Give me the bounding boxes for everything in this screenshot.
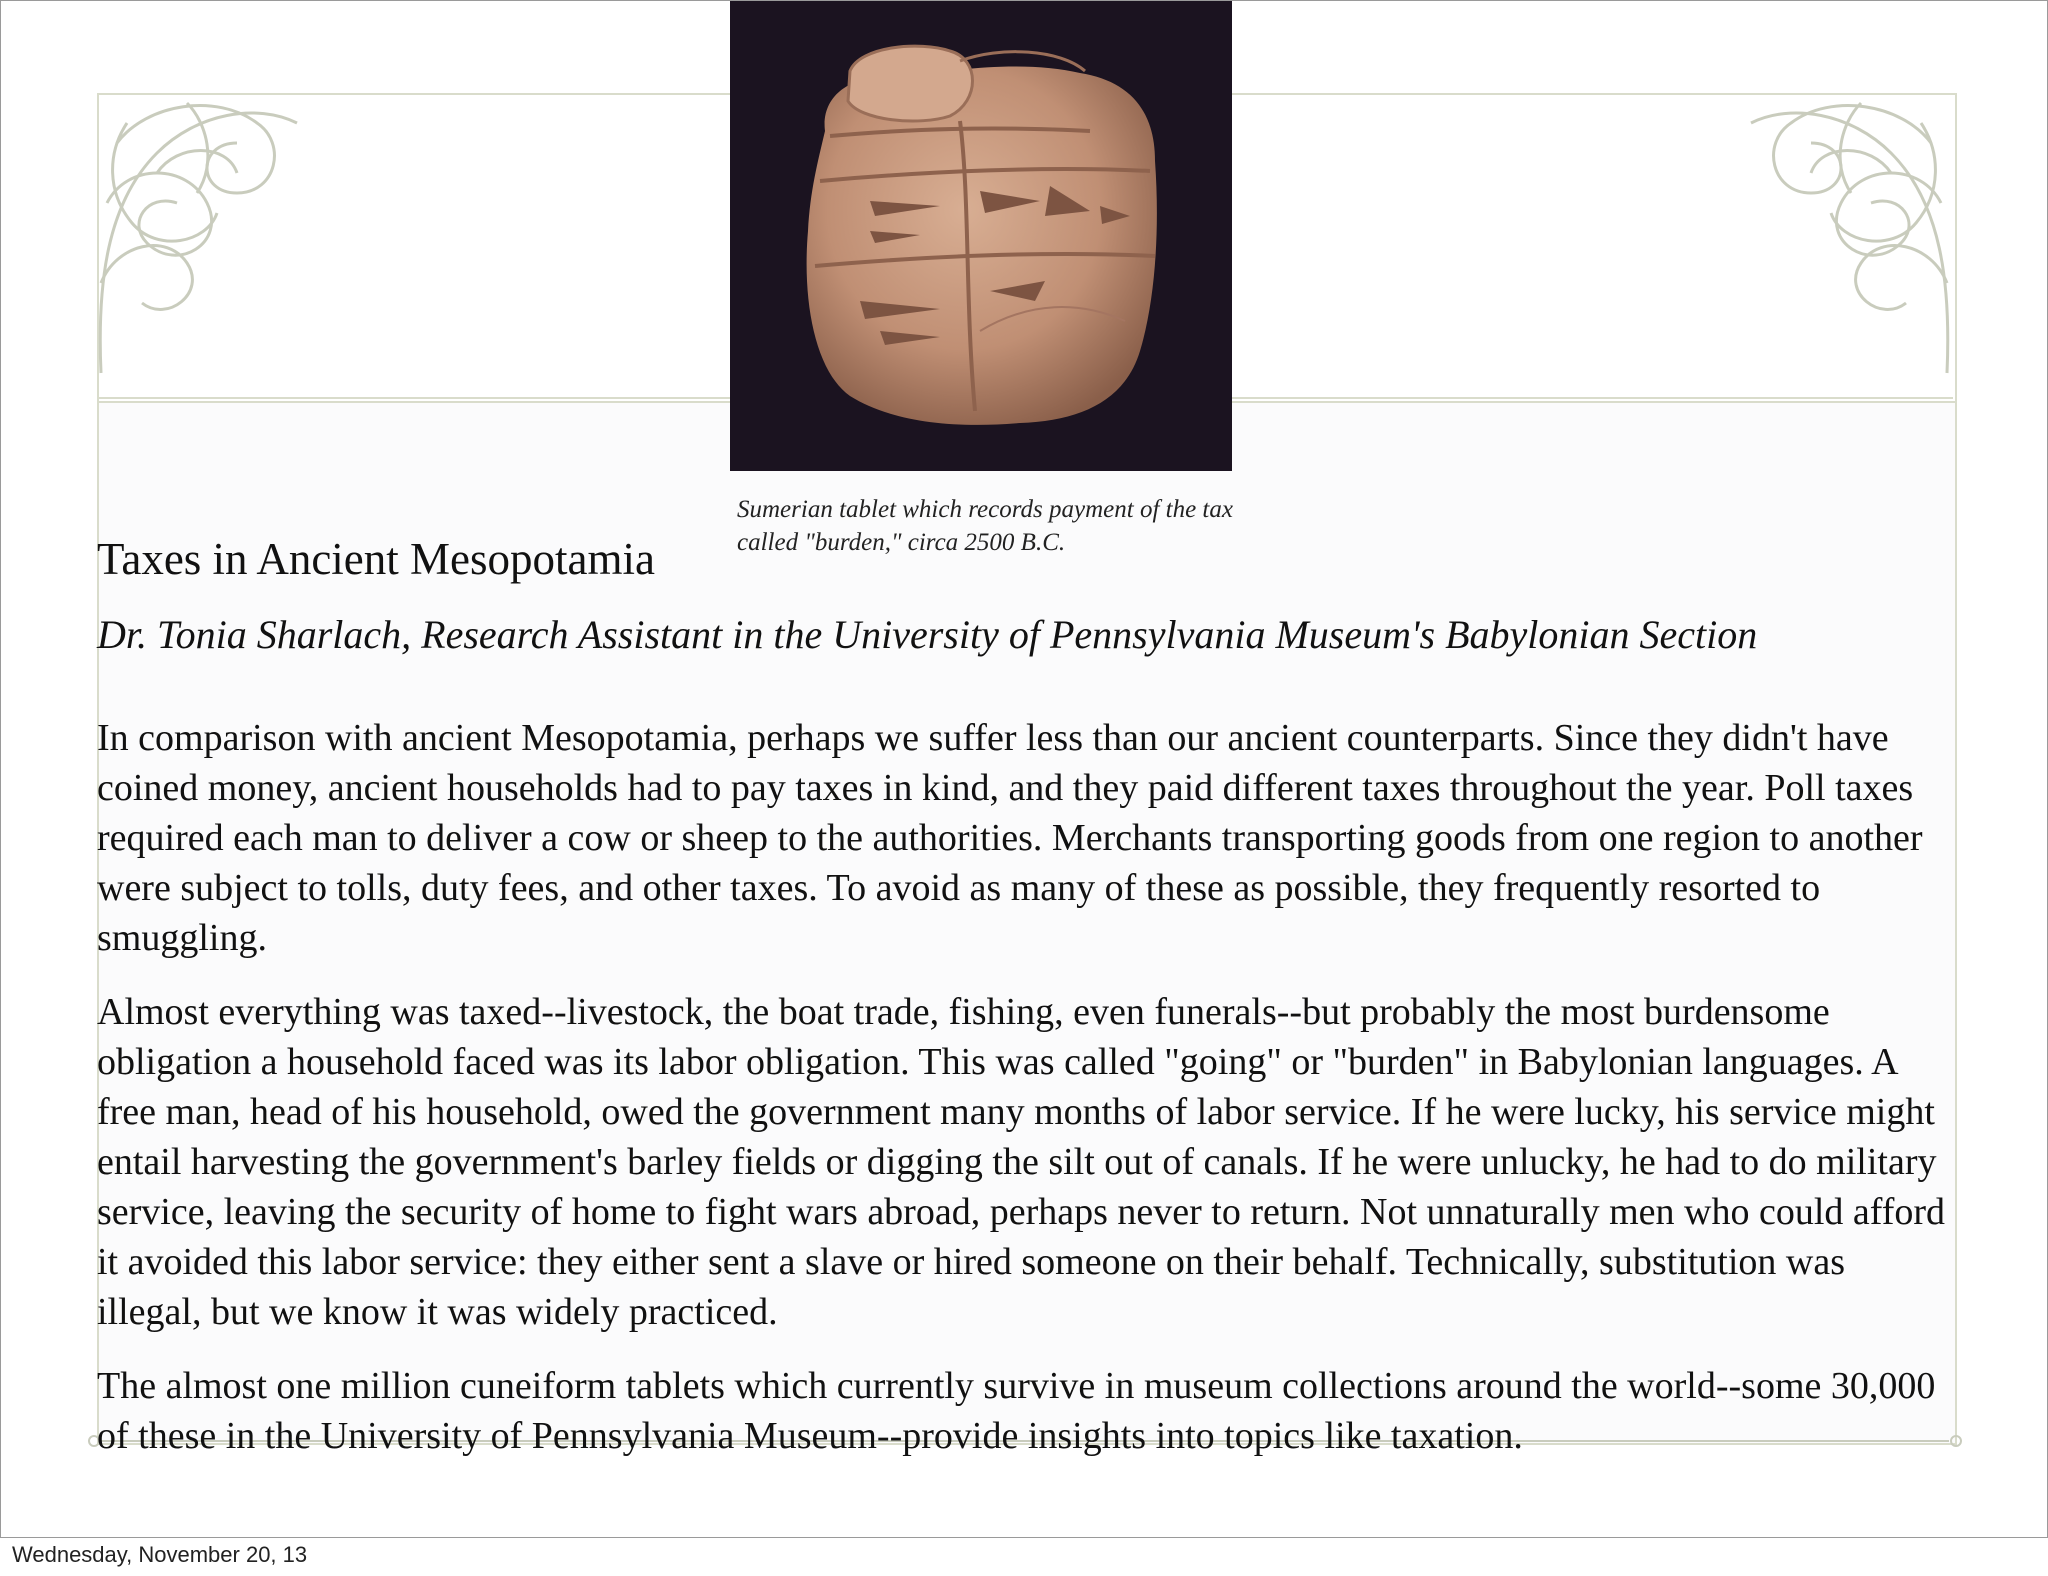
paragraph: The almost one million cuneiform tablets which currently survive in museum collections around the world--some 30,000 of these in the University of Pennsylvania Museum--provide insights into topics like taxation. <box>97 1365 1936 1457</box>
footer-date: Wednesday, November 20, 13 <box>12 1542 308 1567</box>
paragraph: In comparison with ancient Mesopotamia, perhaps we suffer less than our ancient counterparts. Since they didn't have coined money, ancient households had to pay taxes in kind, and they paid different taxes throughout the year. Poll taxes required each man to deliver a cow or sheep to the authorities. Merchants transporting goods from one region to another were subject to tolls, duty fees, and other taxes. To avoid as many of these as possible, they frequently resorted to smuggling. <box>97 717 1923 959</box>
sumerian-tablet-photo <box>730 1 1232 471</box>
article-body <box>97 713 1957 1485</box>
author-subtitle: Dr. Tonia Sharlach, Research Assistant in the University of Pennsylvania Museum's Babylonian Section <box>97 612 1758 657</box>
flourish-ornament-left-icon <box>87 83 327 383</box>
flourish-ornament-right-icon <box>1721 83 1961 383</box>
photo-caption: Sumerian tablet which records payment of the tax called "burden," circa 2500 B.C. <box>737 496 1233 556</box>
page-title: Taxes in Ancient Mesopotamia <box>97 534 655 584</box>
paragraph: Almost everything was taxed--livestock, the boat trade, fishing, even funerals--but probably the most burdensome obligation a household faced was its labor obligation. This was called "going" or "burden" in Babylonian languages. A free man, head of his household, owed the government many months of labor service. If he were lucky, his service might entail harvesting the government's barley fields or digging the silt out of canals. If he were unlucky, he had to do military service, leaving the security of home to fight wars abroad, perhaps never to return. Not unnaturally men who could afford it avoided this labor service: they either sent a slave or hired someone on their behalf. Technically, substitution was illegal, but we know it was widely practiced. <box>97 991 1946 1333</box>
